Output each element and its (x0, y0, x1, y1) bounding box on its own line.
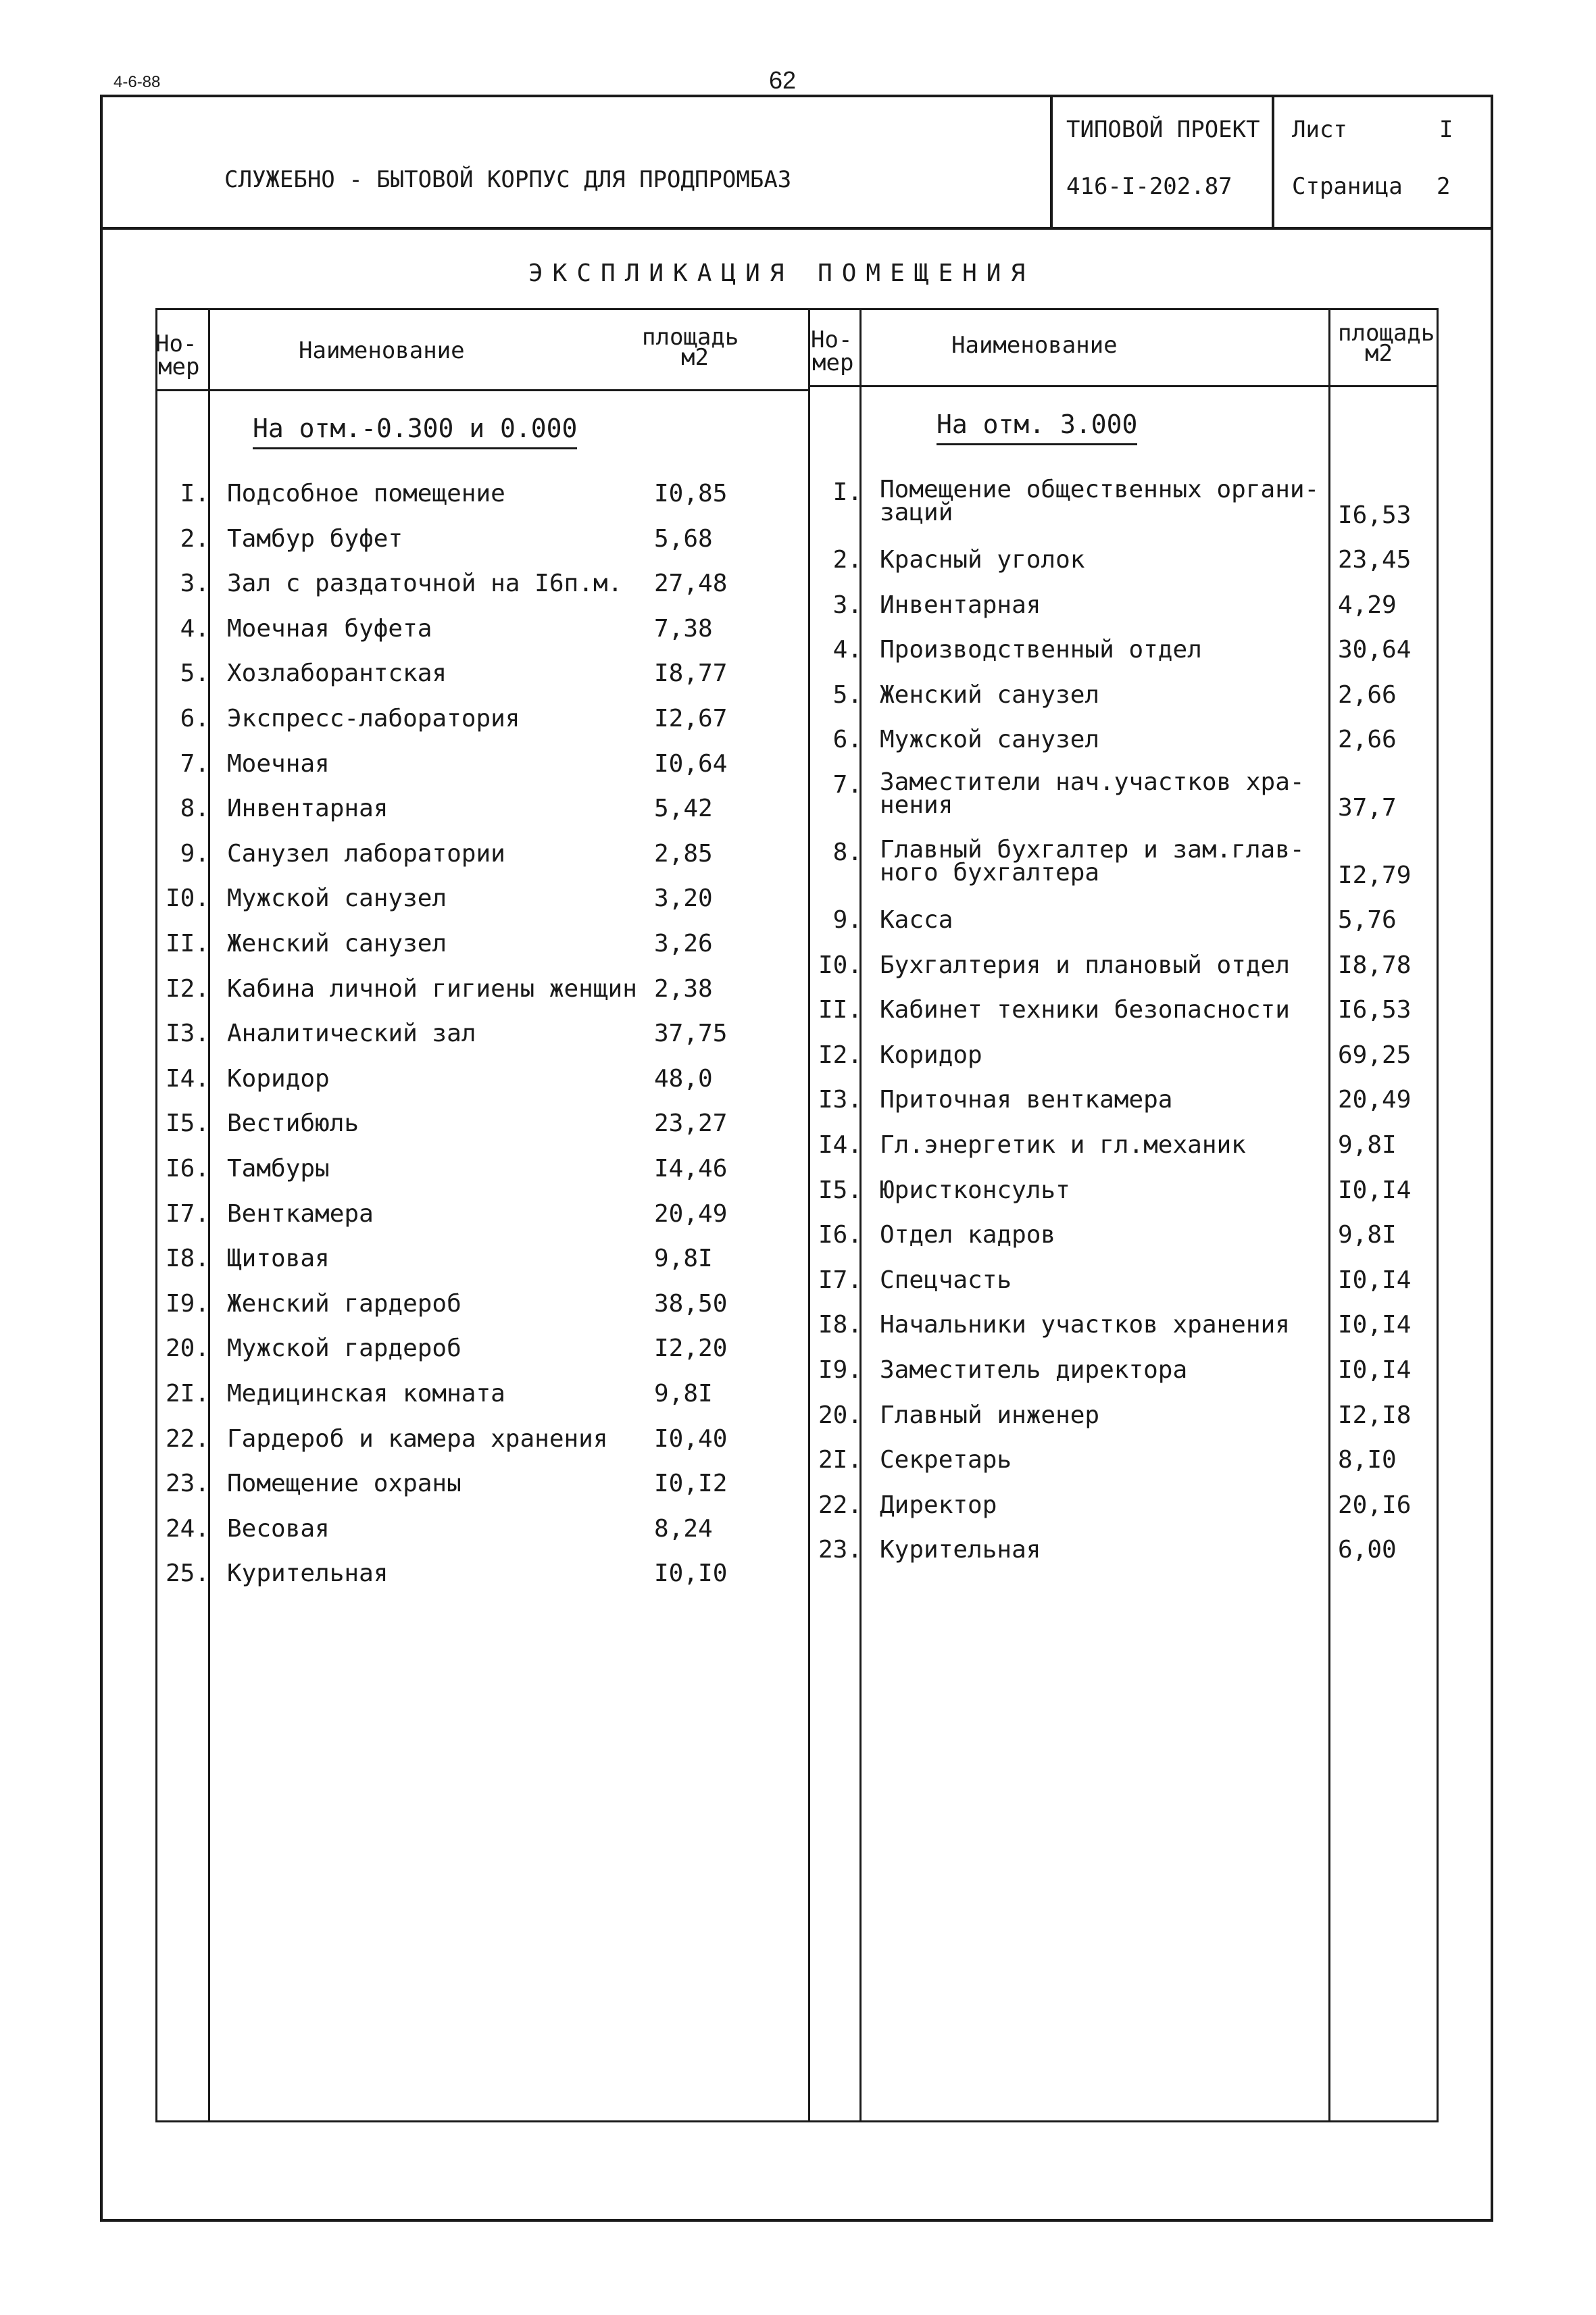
room-number: I8. (165, 1245, 209, 1273)
room-number: I7. (165, 1199, 209, 1228)
room-area: I0,I4 (1338, 1266, 1412, 1294)
room-number: I7. (818, 1266, 862, 1294)
title-block-divider-1 (1050, 95, 1053, 228)
room-name: Весовая (227, 1514, 330, 1543)
room-number: I9. (165, 1289, 209, 1318)
project-label: ТИПОВОЙ ПРОЕКТ (1066, 116, 1260, 143)
right-area-header-2: м2 (1365, 340, 1393, 367)
left-area-column-line (808, 308, 810, 2122)
room-number: 2I. (818, 1446, 862, 1474)
room-number: 22. (165, 1424, 209, 1453)
table-row (162, 930, 797, 974)
room-area: 20,49 (1338, 1086, 1412, 1114)
room-name: Щитовая (227, 1245, 330, 1273)
room-name: Начальники участков хранения (880, 1311, 1290, 1339)
table-row (162, 1200, 797, 1245)
room-area: 27,48 (654, 570, 728, 598)
left-number-header-2: мер (158, 353, 200, 380)
table-row (815, 836, 1430, 889)
room-number: I6. (818, 1221, 862, 1249)
room-name: Зал с раздаточной на I6п.м. (227, 570, 623, 598)
project-number: 416-I-202.87 (1066, 173, 1232, 200)
page-number: 62 (769, 66, 797, 94)
room-name: Красный уголок (880, 546, 1085, 574)
room-number: 4. (832, 636, 862, 664)
title-block-divider-2 (1272, 95, 1274, 228)
left-room-list (162, 480, 797, 1628)
room-number: I2. (818, 1041, 862, 1069)
room-name: Венткамера (227, 1199, 374, 1228)
document-code: 4-6-88 (114, 73, 161, 91)
room-area: I0,I4 (1338, 1311, 1412, 1339)
room-name: Моечная (227, 749, 330, 778)
room-area: 8,24 (654, 1514, 713, 1543)
room-number: I5. (818, 1176, 862, 1204)
room-name-line-1: Заместители нач.участков хра- (880, 768, 1305, 796)
table-row (815, 546, 1430, 591)
sheet-value: I (1439, 116, 1453, 143)
room-number: I3. (818, 1086, 862, 1114)
table-title: ЭКСПЛИКАЦИЯ ПОМЕЩЕНИЯ (528, 259, 1035, 287)
table-row (162, 615, 797, 659)
room-number: II. (818, 996, 862, 1024)
room-name: Инвентарная (880, 591, 1041, 619)
room-area: I2,I8 (1338, 1401, 1412, 1429)
table-row (162, 1155, 797, 1199)
room-name: Коридор (880, 1041, 982, 1069)
table-row (162, 705, 797, 749)
room-name-line-2: нения (880, 791, 953, 819)
room-name: Секретарь (880, 1446, 1012, 1474)
room-name: Медицинская комната (227, 1380, 505, 1408)
room-area: 5,42 (654, 795, 713, 823)
room-number: 2. (832, 546, 862, 574)
room-area: I0,I0 (654, 1560, 728, 1588)
page-value: 2 (1437, 173, 1451, 200)
table-row (815, 996, 1430, 1041)
table-row (815, 1311, 1430, 1355)
room-area: 69,25 (1338, 1041, 1412, 1069)
room-area: I0,I2 (654, 1470, 728, 1498)
room-number: 5. (180, 659, 209, 688)
room-number: I4. (165, 1064, 209, 1093)
table-row (815, 951, 1430, 996)
room-name: Директор (880, 1491, 997, 1519)
room-area: 5,76 (1338, 906, 1397, 934)
room-area: 48,0 (654, 1064, 713, 1093)
room-area: 20,49 (654, 1199, 728, 1228)
room-area: I6,53 (1338, 996, 1412, 1024)
room-area: 20,I6 (1338, 1491, 1412, 1519)
room-number: I0. (818, 951, 862, 979)
room-name: Касса (880, 906, 953, 934)
room-name: Производственный отдел (880, 636, 1202, 664)
room-name: Курительная (227, 1560, 389, 1588)
room-name: Гл.энергетик и гл.механик (880, 1131, 1246, 1159)
table-row (815, 1356, 1430, 1401)
room-number: I5. (165, 1110, 209, 1138)
table-row (162, 1065, 797, 1110)
room-name: Главный инженер (880, 1401, 1100, 1429)
room-area: 2,66 (1338, 726, 1397, 754)
table-top-line (155, 308, 1438, 310)
table-row (162, 525, 797, 570)
room-name-line-2: ного бухгалтера (880, 859, 1100, 887)
room-area: I0,85 (654, 480, 728, 507)
room-area: I2,79 (1338, 862, 1412, 889)
left-area-header-1: площадь (642, 324, 739, 351)
table-row (162, 1380, 797, 1424)
room-name: Мужской санузел (880, 726, 1100, 754)
room-area: I2,20 (654, 1335, 728, 1363)
room-number: 20. (165, 1335, 209, 1363)
room-number: I. (180, 480, 209, 507)
room-area: 2,38 (654, 974, 713, 1003)
room-name: Женский гардероб (227, 1289, 462, 1318)
room-area: 37,7 (1338, 794, 1397, 822)
room-number: I9. (818, 1356, 862, 1384)
table-row (162, 975, 797, 1020)
object-title: СЛУЖЕБНО - БЫТОВОЙ КОРПУС ДЛЯ ПРОДПРОМБАЗ (224, 166, 792, 193)
room-name: Юристконсульт (880, 1176, 1070, 1204)
room-number: 25. (165, 1560, 209, 1588)
room-area: 9,8I (654, 1380, 713, 1408)
table-row (162, 1560, 797, 1604)
left-number-header-1: Но- (155, 330, 197, 357)
room-area: 2,85 (654, 839, 713, 868)
room-area: 8,I0 (1338, 1446, 1397, 1474)
table-row (162, 1110, 797, 1154)
right-room-list (815, 478, 1430, 1614)
table-row (815, 1041, 1430, 1086)
room-area: I8,77 (654, 659, 728, 688)
room-name: Тамбуры (227, 1155, 330, 1183)
room-area: 3,20 (654, 885, 713, 913)
room-area: 9,8I (654, 1245, 713, 1273)
room-name (880, 768, 1305, 819)
table-row (162, 1335, 797, 1379)
room-name: Тамбур буфет (227, 524, 403, 553)
table-row (162, 1020, 797, 1064)
table-row (815, 1401, 1430, 1446)
table-row (815, 768, 1430, 822)
table-row (815, 1221, 1430, 1266)
table-row (815, 636, 1430, 680)
room-name: Женский санузел (880, 680, 1100, 709)
title-block-bottom-line (100, 227, 1493, 230)
room-name: Приточная венткамера (880, 1086, 1173, 1114)
room-number: 8. (832, 839, 862, 866)
room-area: 5,68 (654, 524, 713, 553)
table-row (162, 1470, 797, 1514)
room-area: 30,64 (1338, 636, 1412, 664)
table-row (815, 591, 1430, 636)
room-number: I6. (165, 1155, 209, 1183)
room-name: Мужской санузел (227, 885, 447, 913)
room-number: I4. (818, 1131, 862, 1159)
table-row (815, 1266, 1430, 1311)
table-header-line-left (155, 389, 809, 391)
room-name: Подсобное помещение (227, 480, 505, 507)
room-number: 6. (180, 705, 209, 732)
room-number: II. (165, 930, 209, 957)
right-section-heading: На отм. 3.000 (937, 409, 1137, 445)
table-row (815, 1536, 1430, 1580)
table-row (162, 750, 797, 795)
room-area: 6,00 (1338, 1536, 1397, 1564)
table-row (815, 476, 1430, 529)
left-area-header-2: м2 (681, 344, 709, 371)
room-number: 22. (818, 1491, 862, 1519)
table-row (162, 1425, 797, 1470)
room-area: I0,I4 (1338, 1356, 1412, 1384)
room-number: 7. (180, 749, 209, 778)
room-area: I0,I4 (1338, 1176, 1412, 1204)
room-number: 23. (165, 1470, 209, 1498)
room-number: 9. (180, 839, 209, 868)
room-number: 23. (818, 1536, 862, 1564)
room-name: Коридор (227, 1064, 330, 1093)
room-name-line-1: Помещение общественных органи- (880, 476, 1320, 503)
left-section-heading: На отм.-0.300 и 0.000 (253, 414, 577, 449)
room-area: 9,8I (1338, 1131, 1397, 1159)
room-name-line-1: Главный бухгалтер и зам.глав- (880, 836, 1305, 864)
room-area: I4,46 (654, 1155, 728, 1183)
room-number: 2. (180, 524, 209, 553)
table-left-edge (155, 308, 157, 2122)
table-row (815, 1131, 1430, 1176)
page-label: Страница (1292, 173, 1403, 200)
room-number: 7. (832, 771, 862, 799)
room-area: I8,78 (1338, 951, 1412, 979)
right-area-header-1: площадь (1338, 320, 1435, 347)
room-name: Санузел лаборатории (227, 839, 505, 868)
room-name (880, 478, 1319, 524)
room-name: Вестибюль (227, 1110, 359, 1138)
left-name-header: Наименование (299, 337, 465, 364)
room-area: 37,75 (654, 1020, 728, 1048)
room-number: 3. (832, 591, 862, 619)
right-number-header-1: Но- (811, 326, 853, 353)
room-name-line-2: заций (880, 499, 953, 526)
room-area: I0,64 (654, 749, 728, 778)
room-area: 3,26 (654, 930, 713, 957)
room-area: 38,50 (654, 1289, 728, 1318)
room-name: Спецчасть (880, 1266, 1012, 1294)
room-name: Инвентарная (227, 795, 389, 823)
room-number: 6. (832, 726, 862, 754)
table-row (162, 480, 797, 524)
room-name: Гардероб и камера хранения (227, 1424, 608, 1453)
room-area: I6,53 (1338, 501, 1412, 529)
room-number: I8. (818, 1311, 862, 1339)
room-name: Кабинет техники безопасности (880, 996, 1290, 1024)
room-area: 9,8I (1338, 1221, 1397, 1249)
room-name: Экспресс-лаборатория (227, 705, 520, 732)
room-area: 4,29 (1338, 591, 1397, 619)
room-area: 23,27 (654, 1110, 728, 1138)
room-name: Курительная (880, 1536, 1041, 1564)
table-right-edge (1437, 308, 1439, 2122)
room-number: I2. (165, 974, 209, 1003)
room-name: Заместитель директора (880, 1356, 1188, 1384)
table-row (815, 906, 1430, 951)
table-row (815, 1176, 1430, 1221)
table-row (815, 726, 1430, 770)
sheet-label: Лист (1292, 116, 1347, 143)
table-row (815, 1446, 1430, 1491)
room-area: 2,66 (1338, 680, 1397, 709)
room-area: I2,67 (654, 705, 728, 732)
room-number: 9. (832, 906, 862, 934)
table-row (815, 681, 1430, 726)
room-name: Хозлаборантская (227, 659, 447, 688)
table-row (162, 795, 797, 839)
room-number: I. (832, 478, 862, 506)
room-name: Бухгалтерия и плановый отдел (880, 951, 1290, 979)
room-area: 7,38 (654, 614, 713, 643)
table-row (162, 1290, 797, 1335)
room-number: I3. (165, 1020, 209, 1048)
room-number: 24. (165, 1514, 209, 1543)
table-row (815, 1491, 1430, 1536)
room-area: I0,40 (654, 1424, 728, 1453)
room-name: Кабина личной гигиены женщин (227, 974, 637, 1003)
room-number: 5. (832, 680, 862, 709)
table-row (162, 570, 797, 614)
room-number: 8. (180, 795, 209, 823)
right-name-header: Наименование (951, 332, 1118, 359)
room-number: 4. (180, 614, 209, 643)
room-number: 20. (818, 1401, 862, 1429)
room-number: 2I. (165, 1380, 209, 1408)
room-name: Помещение охраны (227, 1470, 462, 1498)
table-row (162, 885, 797, 929)
room-number: I0. (165, 885, 209, 913)
table-row (162, 1245, 797, 1289)
room-area: 23,45 (1338, 546, 1412, 574)
room-name: Моечная буфета (227, 614, 432, 643)
table-row (162, 1515, 797, 1560)
room-name: Мужской гардероб (227, 1335, 462, 1363)
table-row (815, 1086, 1430, 1130)
table-row (162, 659, 797, 704)
table-header-line-right (809, 385, 1438, 387)
room-number: 3. (180, 570, 209, 598)
room-name: Аналитический зал (227, 1020, 476, 1048)
table-bottom-line (155, 2120, 1438, 2122)
room-name: Женский санузел (227, 930, 447, 957)
table-row (162, 840, 797, 885)
right-number-header-2: мер (812, 349, 854, 376)
room-name: Отдел кадров (880, 1221, 1056, 1249)
room-name (880, 836, 1305, 887)
